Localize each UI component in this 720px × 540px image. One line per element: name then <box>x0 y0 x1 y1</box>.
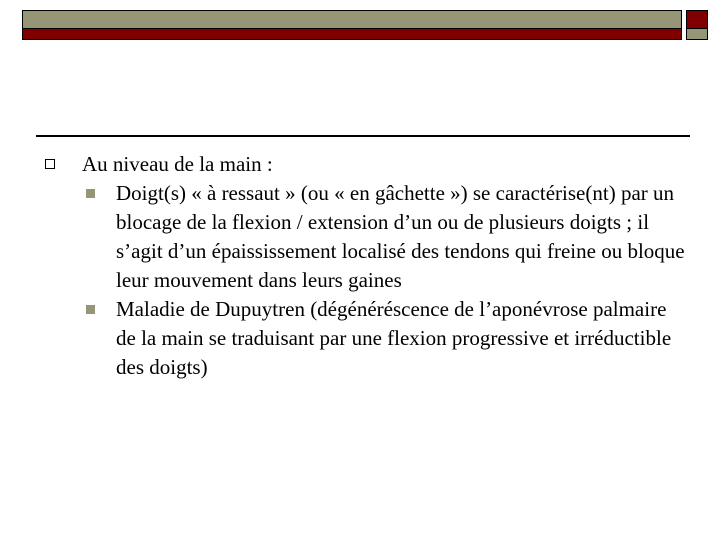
sub-bullet-item <box>82 179 690 295</box>
bullet-level1 <box>40 150 690 382</box>
sub-bullet-text: Doigt(s) « à ressaut » (ou « en gâchette ») se caractérise(nt) par un blocage de la flexion / extension d’un ou de plusieurs doigts ; il s’agit d’un épaississement localisé des tendons qui freine ou bloque leur mouvement dans leurs gaines <box>116 181 685 292</box>
sub-bullet-text: Maladie de Dupuytren (dégénéréscence de l’aponévrose palmaire de la main se traduisant par une flexion progressive et irréductible des doigts) <box>116 297 672 379</box>
sub-bullet-list <box>82 179 690 382</box>
header-corner-squares <box>686 10 708 40</box>
bullet-level1-text: Au niveau de la main : <box>82 152 273 176</box>
slide-body <box>40 150 690 382</box>
header-band-maroon <box>22 29 682 40</box>
corner-square-olive <box>686 29 708 40</box>
title-divider <box>36 135 690 137</box>
filled-square-icon <box>86 189 95 198</box>
filled-square-icon <box>86 305 95 314</box>
header-decoration-bar <box>22 10 682 40</box>
hollow-square-icon <box>45 159 55 169</box>
corner-square-maroon <box>686 10 708 29</box>
sub-bullet-item <box>82 295 690 382</box>
header-band-olive <box>22 10 682 29</box>
